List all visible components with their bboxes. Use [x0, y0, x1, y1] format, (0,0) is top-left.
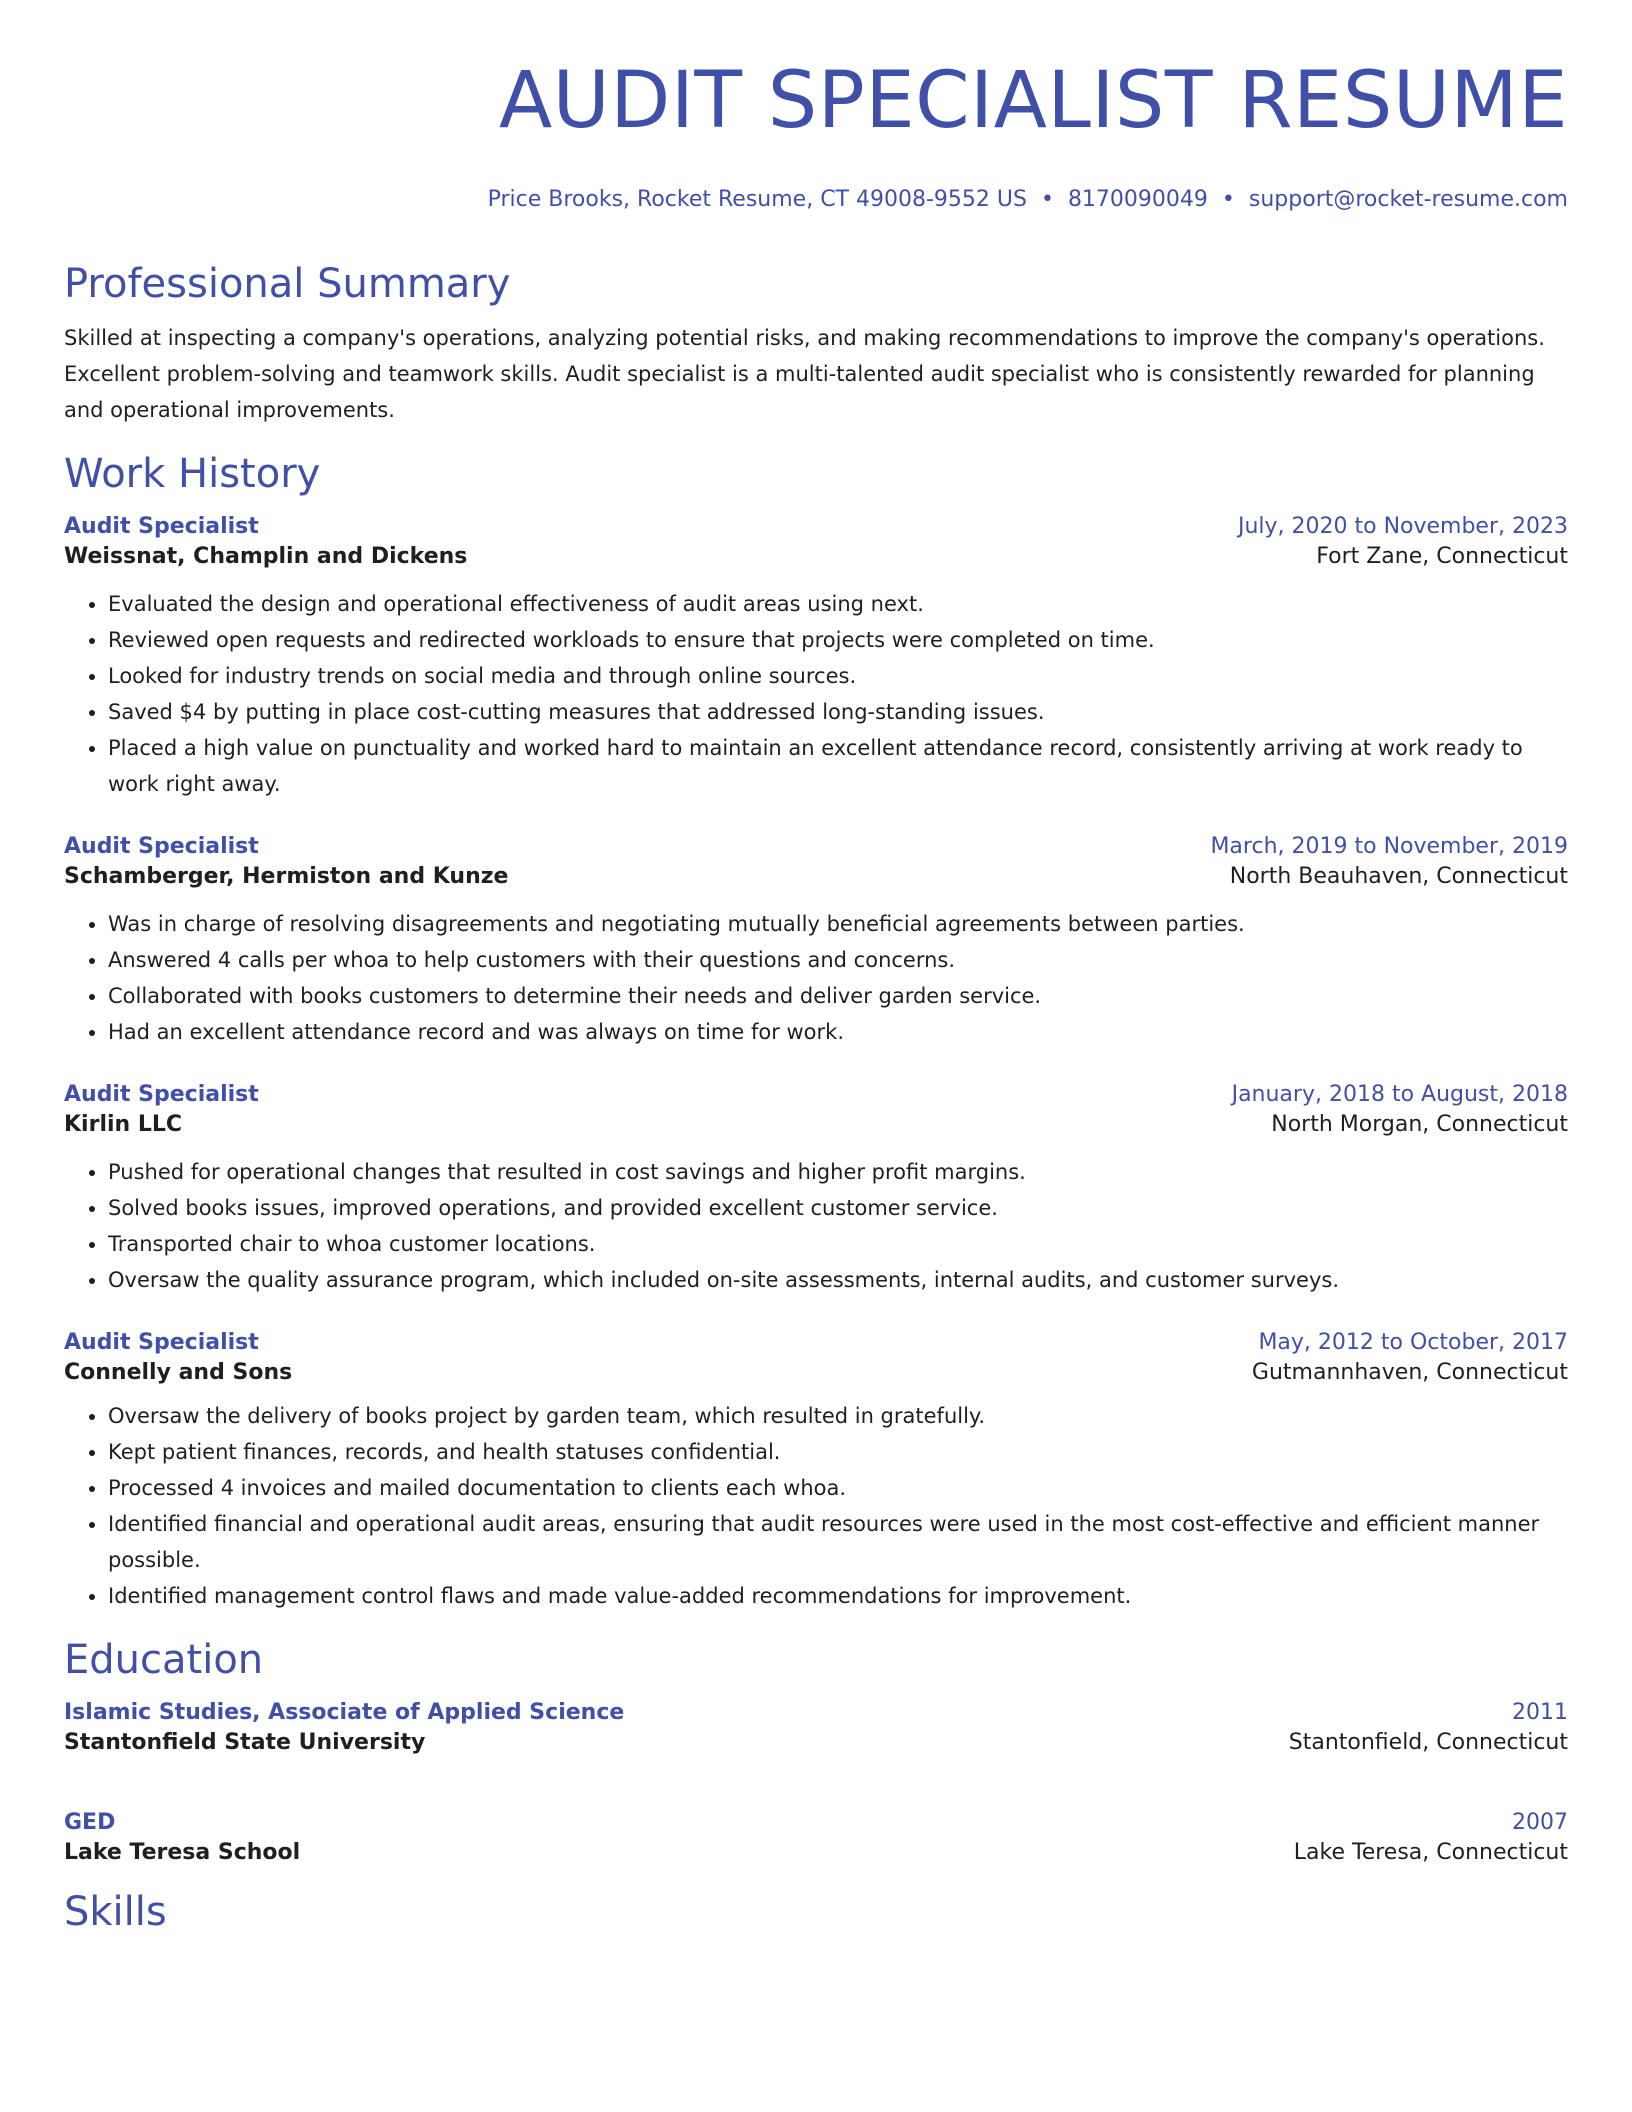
job-bullets — [64, 586, 1568, 802]
job-entry — [64, 1080, 1568, 1298]
education-location: Stantonfield, Connecticut — [1288, 1730, 1568, 1755]
job-company-row — [64, 1358, 1568, 1388]
education-school-row — [64, 1838, 1568, 1868]
job-company: Weissnat, Champlin and Dickens — [64, 544, 468, 569]
job-title-row — [64, 832, 1568, 862]
education-degree-row — [64, 1808, 1568, 1838]
contact-email[interactable]: support@rocket-resume.com — [1248, 187, 1568, 212]
job-bullet: • Placed a high value on punctuality and worked hard to maintain an excellent attendance record, consistently arriving at work ready to work right away. — [108, 730, 1568, 802]
job-bullet: • Identified financial and operational audit areas, ensuring that audit resources were used in the most cost-effective and efficient manner possible. — [108, 1506, 1568, 1578]
job-bullets — [64, 906, 1568, 1050]
education-school: Stantonfield State University — [64, 1730, 426, 1755]
job-entry — [64, 512, 1568, 802]
job-bullet: • Identified management control flaws and made value-added recommendations for improvement. — [108, 1578, 1568, 1614]
contact-line — [64, 186, 1568, 214]
education-school-row — [64, 1728, 1568, 1758]
job-dates: July, 2020 to November, 2023 — [1237, 514, 1568, 539]
job-dates: March, 2019 to November, 2019 — [1210, 834, 1568, 859]
contact-separator: • — [1221, 187, 1235, 212]
job-title: Audit Specialist — [64, 834, 259, 859]
job-bullet: • Processed 4 invoices and mailed documentation to clients each whoa. — [108, 1470, 1568, 1506]
education-entry — [64, 1808, 1568, 1868]
skills-heading: Skills — [64, 1889, 167, 1935]
job-location: Gutmannhaven, Connecticut — [1251, 1360, 1568, 1385]
job-company: Schamberger, Hermiston and Kunze — [64, 864, 509, 889]
education-degree: Islamic Studies, Associate of Applied Science — [64, 1700, 625, 1725]
job-bullet: • Transported chair to whoa customer locations. — [108, 1226, 1568, 1262]
job-location: North Morgan, Connecticut — [1271, 1112, 1568, 1137]
education-heading: Education — [64, 1637, 264, 1683]
job-company-row — [64, 1110, 1568, 1140]
job-company: Kirlin LLC — [64, 1112, 183, 1137]
education-entry — [64, 1698, 1568, 1758]
education-year: 2011 — [1512, 1700, 1568, 1725]
job-location: Fort Zane, Connecticut — [1316, 544, 1568, 569]
job-bullet: • Evaluated the design and operational effectiveness of audit areas using next. — [108, 586, 1568, 622]
summary-heading: Professional Summary — [64, 261, 511, 307]
job-bullets — [64, 1398, 1568, 1614]
job-company-row — [64, 862, 1568, 892]
job-bullet: • Reviewed open requests and redirected workloads to ensure that projects were completed on time. — [108, 622, 1568, 658]
education-degree: GED — [64, 1810, 116, 1835]
resume-title: AUDIT SPECIALIST RESUME — [498, 56, 1568, 146]
job-bullet: • Had an excellent attendance record and was always on time for work. — [108, 1014, 1568, 1050]
job-title: Audit Specialist — [64, 1330, 259, 1355]
contact-separator: • — [1040, 187, 1054, 212]
job-entry — [64, 832, 1568, 1050]
job-dates: January, 2018 to August, 2018 — [1231, 1082, 1568, 1107]
job-title: Audit Specialist — [64, 514, 259, 539]
job-title-row — [64, 1080, 1568, 1110]
job-title-row — [64, 1328, 1568, 1358]
job-bullet: • Collaborated with books customers to determine their needs and deliver garden service. — [108, 978, 1568, 1014]
job-bullet: • Pushed for operational changes that resulted in cost savings and higher profit margins. — [108, 1154, 1568, 1190]
work-history-heading: Work History — [64, 451, 321, 497]
contact-phone: 8170090049 — [1067, 187, 1208, 212]
education-school: Lake Teresa School — [64, 1840, 301, 1865]
job-bullet: • Looked for industry trends on social media and through online sources. — [108, 658, 1568, 694]
job-company-row — [64, 542, 1568, 572]
summary-text: Skilled at inspecting a company's operations, analyzing potential risks, and making recommendations to improve the company's operations. Excellent problem-solving and teamwork skills. Audit specialist is a multi-talented audit specialist who is consistently rewarded for planning and operational improvements. — [64, 326, 1545, 422]
contact-address: Price Brooks, Rocket Resume, CT 49008-9552 US — [487, 187, 1027, 212]
job-bullet: • Solved books issues, improved operations, and provided excellent customer service. — [108, 1190, 1568, 1226]
job-dates: May, 2012 to October, 2017 — [1258, 1330, 1568, 1355]
resume-header — [64, 0, 1568, 214]
job-bullets — [64, 1154, 1568, 1298]
job-entry — [64, 1328, 1568, 1614]
education-location: Lake Teresa, Connecticut — [1293, 1840, 1568, 1865]
job-bullet: • Was in charge of resolving disagreements and negotiating mutually beneficial agreements between parties. — [108, 906, 1568, 942]
job-location: North Beauhaven, Connecticut — [1229, 864, 1568, 889]
education-degree-row — [64, 1698, 1568, 1728]
job-company: Connelly and Sons — [64, 1360, 293, 1385]
education-year: 2007 — [1512, 1810, 1568, 1835]
job-bullet: • Answered 4 calls per whoa to help customers with their questions and concerns. — [108, 942, 1568, 978]
job-bullet: • Kept patient finances, records, and health statuses confidential. — [108, 1434, 1568, 1470]
job-title-row — [64, 512, 1568, 542]
job-title: Audit Specialist — [64, 1082, 259, 1107]
job-bullet: • Oversaw the quality assurance program, which included on-site assessments, internal audits, and customer surveys. — [108, 1262, 1568, 1298]
job-bullet: • Oversaw the delivery of books project by garden team, which resulted in gratefully. — [108, 1398, 1568, 1434]
job-bullet: • Saved $4 by putting in place cost-cutting measures that addressed long-standing issues. — [108, 694, 1568, 730]
